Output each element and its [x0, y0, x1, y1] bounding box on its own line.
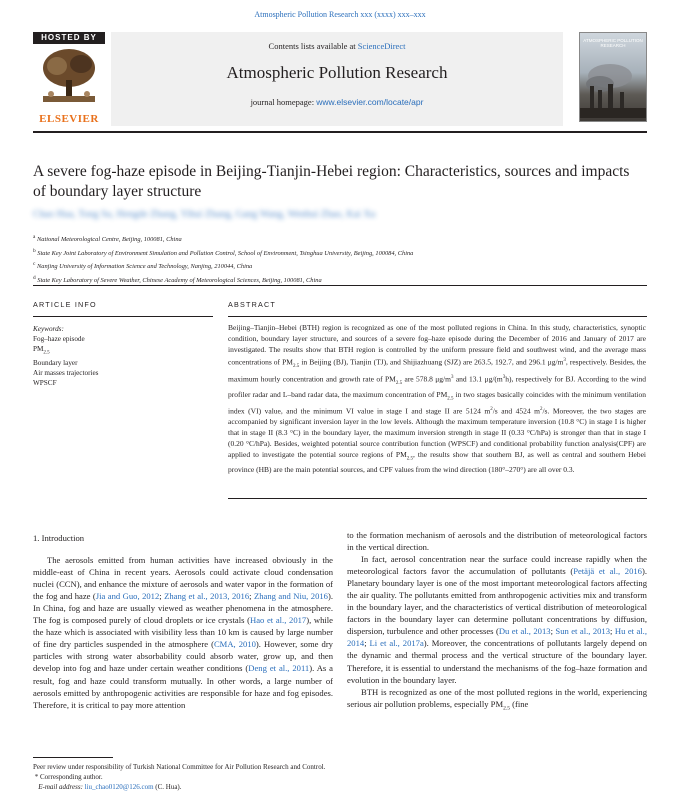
body-paragraph: to the formation mechanism of aerosols and the distribution of meteorological factors in the vertical direction.: [347, 530, 647, 553]
abstract-end-rule: [228, 498, 647, 499]
journal-masthead: [33, 32, 647, 128]
citation-link[interactable]: Zhang and Niu, 2016: [254, 591, 328, 602]
masthead-rule: [33, 131, 647, 133]
email-link[interactable]: liu_chao0120@126.com: [84, 783, 154, 791]
affiliation-item: $^a$ National Meteorological Centre, Beijing, 100081, China: [33, 234, 182, 244]
header-rule: [33, 285, 647, 286]
citation-link[interactable]: Li et al., 2017a: [369, 638, 424, 649]
keywords-label: Keywords:: [33, 325, 64, 333]
article-info-label: ARTICLE INFO: [33, 300, 97, 309]
cover-smokestack-icon: [580, 48, 646, 118]
affiliation-item: $^c$ Nanjing University of Information Science and Technology, Nanjing, 210044, China: [33, 261, 253, 271]
citation-link[interactable]: Du et al., 2013: [498, 626, 551, 637]
abstract-text: Beijing–Tianjin–Hebei (BTH) region is recognized as one of the most polluted regions in China. In this study, characteristics, synoptic condition, boundary layer structure, and sources of a severe fog–haze episode during the December of 2016 and January of 2017 are investigated. The results show that BTH region is controlled by the uniform pressure field and southwest wind, and the average mass concentrations of $PM_{2.5}$ in Beijing (BJ), Tianjin (TJ), and Shijiazhuang (SJZ) are 263.5, 192.7, and 296.1 $\mu g/m^3$, respectively. Besides, the maximum hourly concentration and growth rate of $PM_{2.5}$ are 578.8 $\mu g/m^3$ and 13.1 $\mu g/(m^3h)$, respectively for BJ. According to the wind profiler radar and L–band radar data, the maximum concentration of $PM_{2.5}$ in two stages basically coincides with the minimum ventilation index (VI) value, and the minimum VI value in stage I and stage II are 5124 $m^2/s$ and 4524 $m^2/s$. Moreover, the two stages are accompanied by significant inversion layer in the low levels. Although the maximum temperature inversion (10.8 °C) in stage I is higher that in stage II (8.3 °C) in the boundary layer, the maximum inversion strength in stage II (0.33 °C/hPa) is stronger than that in stage I (0.20 °C/hPa). Besides, weighted potential source contribution function (WPSCF) and conditional probability function analysis(CPF) are applied to investigate the potential source regions of $PM_{2.5}$, the results show that southern BJ, as well as central and southern Hebei province (HB) are the main potential sources, and CPF values from the wind direction (180°–270°) are all over 0.3.: [228, 323, 647, 475]
running-head: Atmospheric Pollution Research xxx (xxxx) xxx–xxx: [254, 10, 426, 19]
footnote-rule: [33, 757, 113, 758]
cover-title: ATMOSPHERIC POLLUTION RESEARCH: [583, 38, 643, 48]
publisher-logo: [33, 32, 105, 125]
sciencedirect-link[interactable]: ScienceDirect: [357, 41, 406, 51]
info-rule: [33, 316, 213, 317]
abstract-label: ABSTRACT: [228, 300, 276, 309]
author-list: Chao Hua, Tong Su, Hengde Zhang, Yihui Zhang, Gang Wang, Wenhui Zhao, Kai Xu: [33, 209, 376, 220]
citation-link[interactable]: Zhang et al., 2013, 2016: [164, 591, 250, 602]
footnotes: [33, 762, 533, 792]
journal-cover-image[interactable]: [579, 32, 647, 122]
affiliation-list: [33, 232, 633, 287]
affiliation-item: $^b$ State Key Joint Laboratory of Environment Simulation and Pollution Control, School of Environment, Tsinghua University, Beijing, 100084, China: [33, 247, 414, 257]
keyword-item: Air masses trajectories: [33, 369, 99, 378]
citation-link[interactable]: Hao et al., 2017: [249, 615, 307, 626]
citation-link[interactable]: Hu et al., 2014: [347, 626, 647, 649]
affiliation-item: $^d$ State Key Laboratory of Severe Weather, Chinese Academy of Meteorological Sciences, Beijing, 100081, China: [33, 274, 322, 284]
body-paragraph: BTH is recognized as one of the most polluted regions in the world, experiencing serious air pollution problems, especially $PM_{2.5}$ (fine: [347, 686, 647, 712]
homepage-link[interactable]: www.elsevier.com/locate/apr: [316, 97, 424, 107]
citation-link[interactable]: Jia and Guo, 2012: [95, 591, 160, 602]
body-paragraph: In fact, aerosol concentration near the surface could increase rapidly when the meteorological factors favor the accumulation of pollutants (Petäjä et al., 2016). Planetary boundary layer is one of the most important meteorological factors affecting the air quality. The pollutants emitted from anthropogenic activities mix and transform in the boundary layer, and the characteristics of vertical distribution of meteorological factors in the boundary layer can determine pollutant concentrations by diffusion, dispersion, turbulence and other processes (Du et al., 2013; Sun et al., 2013; Hu et al., 2014; Li et al., 2017a). Moreover, the concentrations of pollutants largely depend on the dynamic and thermal process and the vertical structure of the boundary layer. Therefore, it is essential to understand the mechanisms of the fog–haze formation and evolution in the boundary layer.: [347, 554, 647, 685]
abstract-rule: [228, 316, 647, 317]
keyword-item: Boundary layer: [33, 359, 78, 368]
article-title: A severe fog-haze episode in Beijing-Tianjin-Hebei region: Characteristics, sources and impacts of boundary layer structure: [33, 163, 630, 200]
body-paragraph: The aerosols emitted from human activities have increased obviously in the middle-east of China in recent years. Aerosols could activate cloud condensation nuclei (CCN), and enhance the mixture of aerosols and water vapor in the formation of the fog and haze (Jia and Guo, 2012; Zhang et al., 2013, 2016; Zhang and Niu, 2016). In China, fog and haze are usually viewed as weather phenomena in the atmosphere. The fog is composed purely of cloud droplets or ice crystals (Hao et al., 2017), while the haze which is associated with visibility less than 10 km is caused by large number of fine dry particles suspended in the atmosphere (CMA, 2010). However, some dry particles with strong water absorbability could absorb water, grow up, and then develop into fog and haze under certain weather conditions (Deng et al., 2011). As a result, fog and haze could transform mutually. In other words, a large number of aerosols emitted by anthropogenic activities are responsible for haze and fog episodes. Therefore, it is critical to pay more attention: [33, 555, 333, 710]
keywords-block: [33, 324, 183, 388]
citation-link[interactable]: Petäjä et al., 2016: [573, 566, 642, 577]
elsevier-tree-icon: [33, 46, 105, 108]
corresponding-note: * Corresponding author.: [33, 773, 103, 781]
keyword-item: $PM_{2.5}$: [33, 345, 50, 356]
body-column-left: [33, 532, 333, 711]
citation-link[interactable]: Sun et al., 2013: [555, 626, 611, 637]
elsevier-wordmark: ELSEVIER: [39, 113, 99, 125]
homepage-line: journal homepage: www.elsevier.com/locate/apr: [250, 97, 424, 107]
keyword-item: WPSCF: [33, 379, 57, 388]
journal-banner: [111, 32, 563, 126]
hosted-by-label: HOSTED BY: [33, 32, 105, 44]
keyword-item: Fog–haze episode: [33, 335, 85, 343]
body-column-right: [347, 529, 647, 714]
citation-link[interactable]: Deng et al., 2011: [248, 663, 310, 674]
peer-review-note: Peer review under responsibility of Turkish National Committee for Air Pollution Research and Control.: [33, 763, 326, 771]
journal-name: Atmospheric Pollution Research: [226, 63, 448, 82]
contents-line: Contents lists available at ScienceDirect: [268, 41, 406, 51]
email-note: E-mail address: liu_chao0120@126.com (C. Hua).: [38, 783, 182, 791]
citation-link[interactable]: CMA, 2010: [213, 639, 256, 650]
section-heading: 1. Introduction: [33, 533, 85, 543]
